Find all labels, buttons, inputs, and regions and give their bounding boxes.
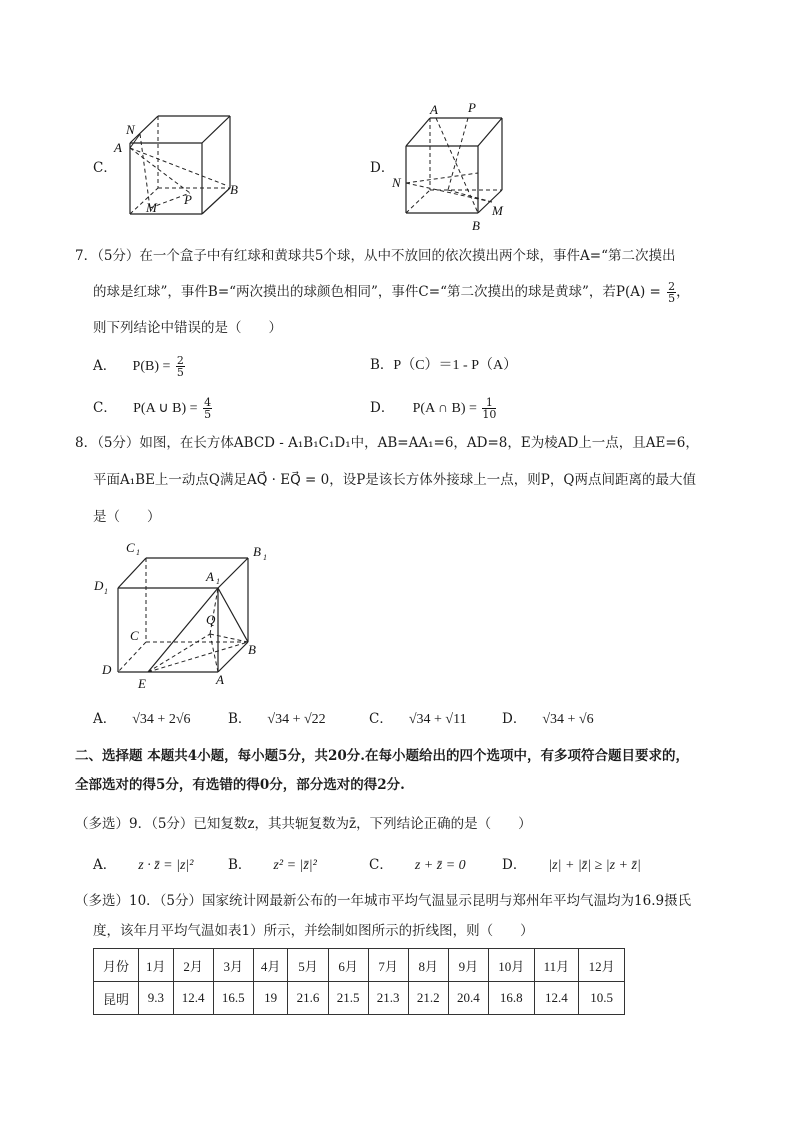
table-cell: 6月 [328,949,368,982]
table-row [94,982,625,1015]
table-cell: 10.5 [579,982,625,1015]
table-cell: 9.3 [139,982,174,1015]
q7-option-a: A． P(B) = $\frac{2}{5}$ [93,354,184,379]
table-cell: 19 [253,982,288,1015]
label-d1: D [94,578,104,593]
table-cell: 8月 [408,949,448,982]
q7-option-b: B．P（C）＝1 - P（A） [370,357,518,373]
label-a: A [216,672,224,687]
label-n: N [126,122,135,137]
label-b: B [472,218,480,233]
option-d-label: D． [370,160,395,176]
table-cell: 11月 [534,949,579,982]
label-b: B [230,182,238,197]
label-q: Q [206,612,216,627]
section2-line1: 二、选择题 本题共4小题，每小题5分，共20分.在每小题给出的四个选项中，有多项符合题目要求的， [75,748,689,764]
table-cell: 4月 [253,949,288,982]
q9-option-a: A． z · z̄ = |z|² [93,857,194,873]
table-cell: 5月 [288,949,328,982]
q10-line1: （多选）10．（5分）国家统计网最新公布的一年城市平均气温显示昆明与郑州年平均气温均为16.9摄氏 [75,893,692,909]
q8-option-b: B． √34 + √22 [228,711,326,727]
label-c: C [130,628,139,643]
q7-option-d: D． P(A ∩ B) = $\frac{1}{10}$ [370,396,497,421]
table-cell: 21.6 [288,982,328,1015]
q8-option-c: C． √34 + √11 [369,711,467,727]
table-cell: 10月 [488,949,534,982]
table-cell: 12月 [579,949,625,982]
table-cell: 9月 [448,949,488,982]
table-cell: 2月 [173,949,213,982]
temperature-table [93,948,625,1015]
q9-option-c: C． z + z̄ = 0 [369,857,466,873]
q9-line1: （多选）9．（5分）已知复数z，其共轭复数为z̄，下列结论正确的是（ ） [75,816,532,832]
label-d: D [102,662,112,677]
table-cell: 7月 [368,949,408,982]
svg-text:1: 1 [263,553,267,562]
q8-option-a: A． √34 + 2√6 [93,711,191,727]
table-cell: 20.4 [448,982,488,1015]
q8-line1: 8．（5分）如图，在长方体ABCD - A₁B₁C₁D₁中，AB=AA₁=6，AD=8，E为棱AD上一点，且AE=6， [75,435,699,451]
figure-cuboid-q8 [88,536,278,696]
label-n: N [392,175,401,190]
q7-line1: 7．（5分）在一个盒子中有红球和黄球共5个球，从中不放回的依次摸出两个球，事件A=“第二次摸出 [75,248,676,264]
table-cell: 12.4 [173,982,213,1015]
label-b1: B [253,544,261,559]
table-cell: 3月 [213,949,253,982]
figure-cube-d [388,98,523,233]
table-cell: 月份 [94,949,139,982]
table-cell: 21.3 [368,982,408,1015]
q9-option-d: D． |z| + |z̄| ≥ |z + z̄| [502,857,641,873]
table-cell: 1月 [139,949,174,982]
q7-line3: 则下列结论中错误的是（ ） [93,320,282,336]
q10-line2: 度，该年月平均气温如表1）所示，并绘制如图所示的折线图，则（ ） [93,923,534,939]
q9-option-b: B． z² = |z̄|² [228,857,317,873]
label-e: E [138,676,146,691]
section2-line2: 全部选对的得5分，有选错的得0分，部分选对的得2分. [75,777,405,793]
label-p: P [184,192,192,207]
label-a1: A [206,569,214,584]
table-cell: 昆明 [94,982,139,1015]
q8-line3: 是（ ） [93,509,161,525]
table-header-row [94,949,625,982]
svg-text:1: 1 [216,577,220,586]
label-a: A [430,102,438,117]
table-cell: 16.5 [213,982,253,1015]
svg-text:1: 1 [104,587,108,596]
q7-line2: 的球是红球”，事件B=“两次摸出的球颜色相同”，事件C=“第二次摸出的球是黄球”，若P(A) = $\frac{2}{5}$ ， [93,280,690,305]
table-cell: 16.8 [488,982,534,1015]
label-c1: C [126,540,135,555]
label-m: M [492,203,503,218]
q8-line2: 平面A₁BE上一动点Q满足AQ⃗ · EQ⃗ = 0，设P是该长方体外接球上一点，则P，Q两点间距离的最大值 [93,472,696,488]
label-b: B [248,642,256,657]
label-p: P [468,100,476,115]
label-m: M [146,200,157,215]
q8-option-d: D． √34 + √6 [502,711,594,727]
table-cell: 21.5 [328,982,368,1015]
table-cell: 12.4 [534,982,579,1015]
svg-text:1: 1 [136,548,140,557]
option-c-label: C． [93,160,117,176]
label-a: A [114,140,122,155]
figure-cube-c [110,108,250,223]
q7-option-c: C． P(A ∪ B) = $\frac{4}{5}$ [93,396,212,421]
table-cell: 21.2 [408,982,448,1015]
